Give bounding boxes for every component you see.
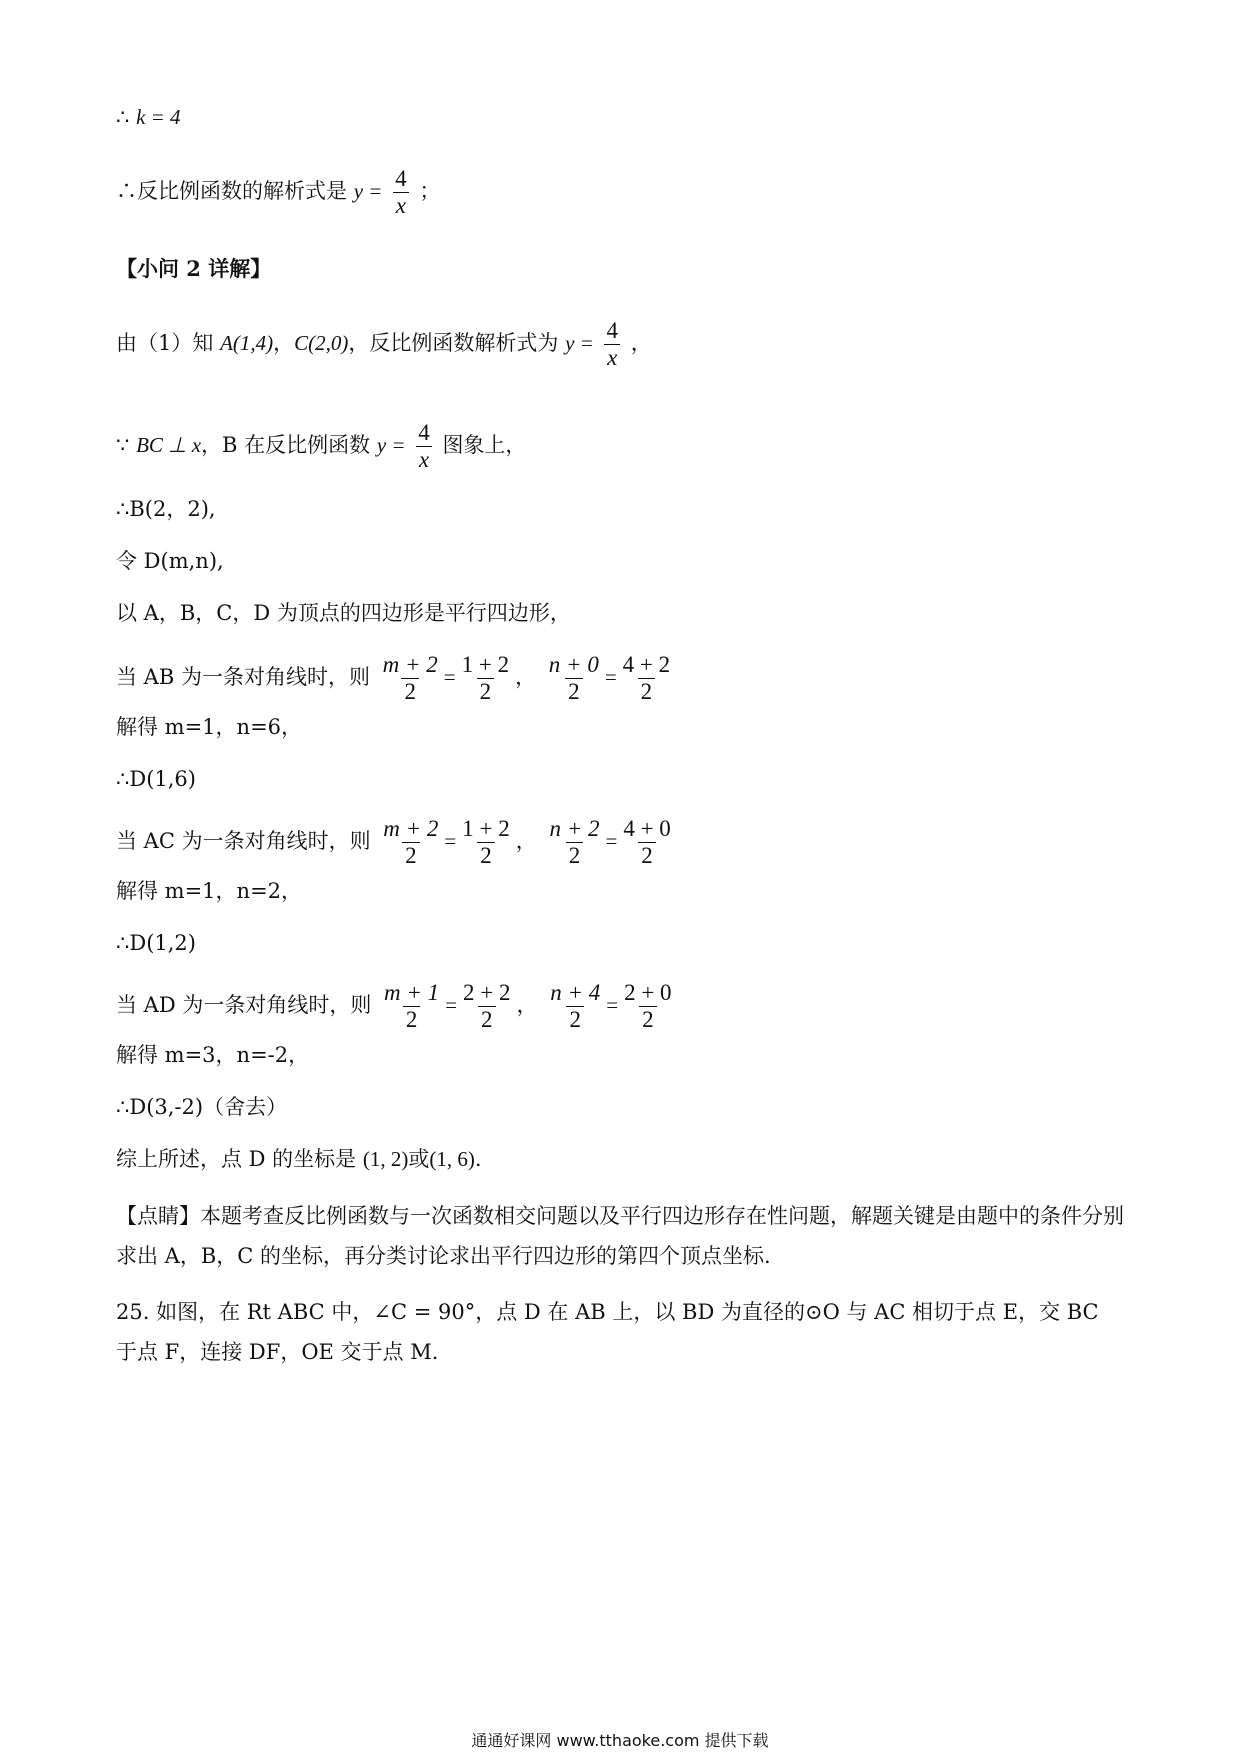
fraction-numerator: n + 4 bbox=[550, 980, 601, 1005]
line-k-equals-4 bbox=[116, 102, 181, 132]
summary-text: 综上所述，点 D 的坐标是 bbox=[116, 1147, 357, 1171]
fraction bbox=[546, 652, 602, 705]
because-symbol: ∵ bbox=[116, 433, 130, 457]
problem-25-statement: 25. 如图，在 Rt ABC 中，∠C = 90°，点 D 在 AB 上，以 BD 为直径的⊙O 与 AC 相切于点 E，交 BC 于点 F，连接 DF，OE 交于点 M. bbox=[116, 1300, 1099, 1364]
subquestion-2-heading: 【小问 2 详解】 bbox=[116, 256, 272, 281]
case-ab-result: ∴D(1,6) bbox=[116, 767, 196, 791]
fraction-denominator: 2 bbox=[477, 842, 495, 869]
equation-lhs: y = bbox=[565, 331, 594, 355]
line-suffix: ， bbox=[630, 331, 652, 355]
fraction-numerator: m + 2 bbox=[382, 652, 438, 677]
fraction-denominator: 2 bbox=[638, 678, 656, 705]
separator: ， bbox=[515, 665, 537, 689]
fraction-numerator: 4 bbox=[418, 420, 430, 445]
fraction-numerator: m + 2 bbox=[383, 816, 439, 841]
line-text: ∴反比例函数的解析式是 bbox=[116, 179, 347, 203]
equation-lhs: y = bbox=[376, 433, 406, 457]
equals-sign: = bbox=[444, 829, 457, 853]
fraction bbox=[604, 318, 622, 371]
line-text: ，反比例函数解析式为 bbox=[348, 331, 559, 355]
key-point-comment: 【点睛】本题考查反比例函数与一次函数相交问题以及平行四边形存在性问题，解题关键是由题中的条件分别求出 A，B，C 的坐标，再分类讨论求出平行四边形的第四个顶点坐标. bbox=[116, 1204, 1124, 1268]
fraction-denominator: 2 bbox=[403, 1006, 421, 1033]
case-ac-solution: 解得 m=1，n=2， bbox=[116, 879, 303, 903]
fraction-numerator: m + 1 bbox=[384, 980, 440, 1005]
line-function-expression bbox=[116, 166, 440, 219]
fraction-denominator: 2 bbox=[566, 1006, 584, 1033]
equals-sign: = bbox=[443, 665, 456, 689]
fraction-denominator: x bbox=[416, 446, 432, 473]
fraction-denominator: 2 bbox=[639, 1006, 657, 1033]
equals-sign: = bbox=[445, 993, 458, 1017]
line-suffix: . bbox=[474, 1147, 482, 1171]
fraction-denominator: x bbox=[393, 192, 409, 219]
fraction bbox=[459, 816, 512, 869]
fraction-numerator: 2 + 0 bbox=[624, 980, 672, 1005]
fraction bbox=[381, 980, 442, 1033]
fraction bbox=[620, 652, 673, 705]
therefore-symbol: ∴ bbox=[116, 105, 130, 129]
fraction-numerator: 4 bbox=[395, 166, 407, 191]
separator: ， bbox=[516, 993, 538, 1017]
page-footer: 通通好课网 www.tthaoke.com 提供下载 bbox=[471, 1731, 769, 1750]
fraction-denominator: 2 bbox=[478, 1006, 496, 1033]
fraction bbox=[621, 980, 674, 1033]
fraction bbox=[459, 652, 512, 705]
fraction bbox=[620, 816, 673, 869]
fraction bbox=[380, 816, 441, 869]
fraction bbox=[415, 420, 433, 473]
case-text: 当 AB 为一条对角线时，则 bbox=[116, 665, 370, 689]
coordinate-1: (1, 2) bbox=[362, 1147, 409, 1171]
case-ad-result: ∴D(3,-2)（舍去） bbox=[116, 1095, 288, 1119]
fraction-numerator: n + 0 bbox=[548, 652, 599, 677]
line-parallelogram: 以 A，B，C，D 为顶点的四边形是平行四边形， bbox=[116, 601, 571, 625]
k-equation: k = 4 bbox=[136, 105, 181, 129]
case-ad-diagonal bbox=[116, 980, 678, 1033]
fraction bbox=[546, 816, 602, 869]
line-bc-perpendicular bbox=[116, 420, 526, 473]
fraction-numerator: n + 2 bbox=[549, 816, 600, 841]
point-a: A(1,4) bbox=[220, 331, 274, 355]
fraction-denominator: x bbox=[604, 344, 620, 371]
summary-line bbox=[116, 1144, 482, 1174]
fraction-numerator: 4 bbox=[606, 318, 619, 343]
case-ab-solution: 解得 m=1，n=6， bbox=[116, 715, 303, 739]
case-ac-result: ∴D(1,2) bbox=[116, 931, 196, 955]
line-suffix: ； bbox=[419, 179, 441, 203]
line-text: ，B 在反比例函数 bbox=[201, 433, 371, 457]
line-known-points bbox=[116, 318, 652, 371]
fraction-denominator: 2 bbox=[402, 842, 420, 869]
fraction-numerator: 2 + 2 bbox=[463, 980, 511, 1005]
case-ab-diagonal bbox=[116, 652, 676, 705]
case-ad-solution: 解得 m=3，n=-2， bbox=[116, 1043, 310, 1067]
fraction-numerator: 1 + 2 bbox=[462, 816, 510, 841]
perpendicular-expression: BC ⊥ x bbox=[136, 433, 202, 457]
or-text: 或 bbox=[408, 1147, 430, 1171]
case-ac-diagonal bbox=[116, 816, 677, 869]
fraction-denominator: 2 bbox=[565, 678, 583, 705]
separator: ， bbox=[273, 331, 295, 355]
fraction-denominator: 2 bbox=[566, 842, 584, 869]
line-let-d: 令 D(m,n), bbox=[116, 549, 224, 573]
line-suffix: 图象上， bbox=[442, 433, 527, 457]
fraction bbox=[547, 980, 603, 1033]
coordinate-2: (1, 6) bbox=[429, 1147, 475, 1171]
fraction bbox=[460, 980, 513, 1033]
fraction bbox=[380, 652, 441, 705]
equals-sign: = bbox=[605, 829, 618, 853]
fraction-numerator: 4 + 0 bbox=[623, 816, 671, 841]
fraction-numerator: 1 + 2 bbox=[461, 652, 510, 677]
point-c: C(2,0) bbox=[294, 331, 349, 355]
case-text: 当 AD 为一条对角线时，则 bbox=[116, 993, 372, 1017]
fraction-denominator: 2 bbox=[477, 678, 495, 705]
equation-lhs: y = bbox=[353, 179, 383, 203]
fraction-denominator: 2 bbox=[638, 842, 656, 869]
line-text: 由（1）知 bbox=[116, 331, 214, 355]
separator: ， bbox=[515, 829, 537, 853]
case-text: 当 AC 为一条对角线时，则 bbox=[116, 829, 371, 853]
line-point-b: ∴B(2，2), bbox=[116, 497, 216, 521]
fraction-denominator: 2 bbox=[401, 678, 419, 705]
fraction bbox=[392, 166, 410, 219]
fraction-numerator: 4 + 2 bbox=[622, 652, 671, 677]
equals-sign: = bbox=[606, 993, 619, 1017]
equals-sign: = bbox=[604, 665, 617, 689]
